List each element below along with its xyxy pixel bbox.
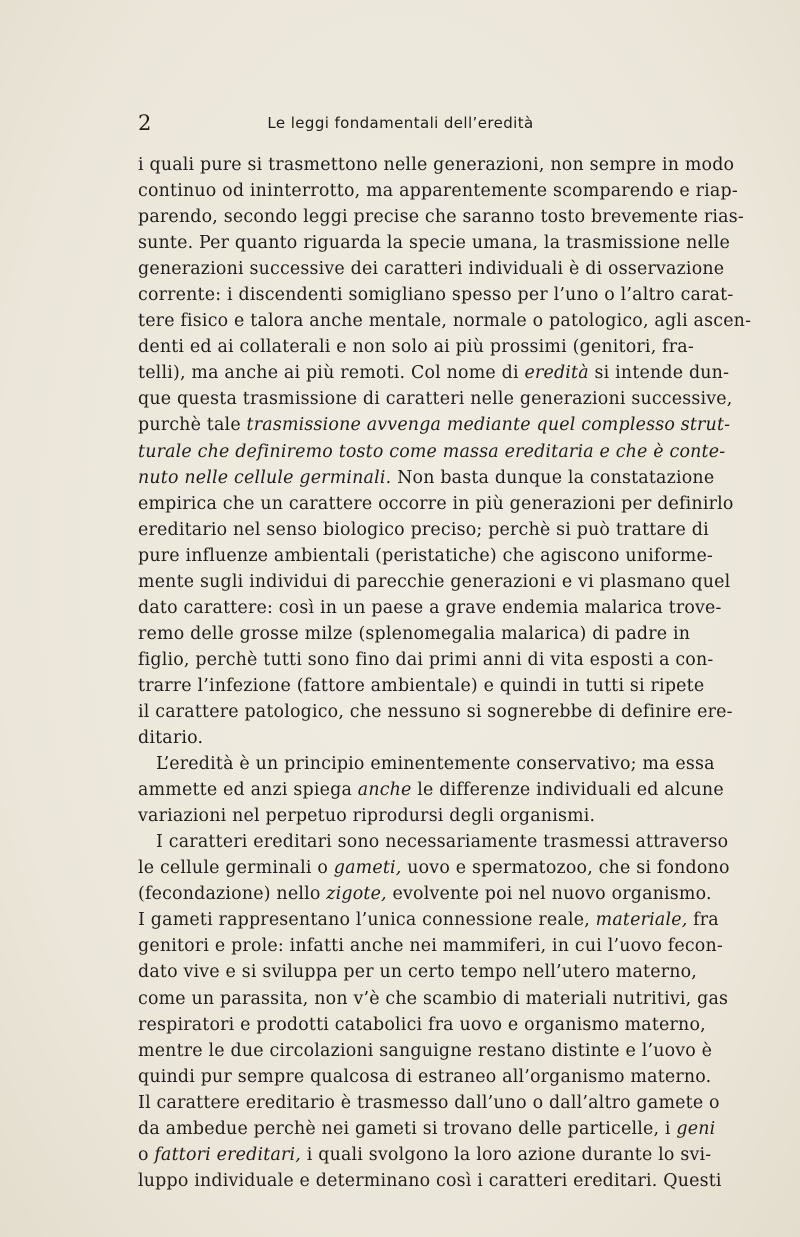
text-run: i quali svolgono la loro azione durante lo svi-: [301, 1144, 712, 1165]
text-run: I gameti rappresentano l’unica connessione reale,: [138, 910, 596, 931]
paragraph: [138, 829, 730, 1194]
text-run: I caratteri ereditari sono necessariamente trasmessi attraverso: [156, 832, 729, 853]
running-title: Le leggi fondamentali dell’eredità: [267, 114, 534, 132]
text-line: [138, 256, 725, 282]
paragraph: [138, 152, 752, 751]
text-run: mentre le due circolazioni sanguigne restano distinte e l’uovo è: [138, 1040, 713, 1061]
text-run: ditario.: [138, 728, 204, 749]
text-run: luppo individuale e determinano così i caratteri ereditari. Questi: [138, 1170, 722, 1191]
text-run: fra: [687, 910, 719, 931]
text-line: [138, 751, 715, 777]
text-line: [138, 959, 697, 985]
text-run: pure influenze ambientali (peristatiche) che agiscono uniforme-: [138, 545, 714, 566]
text-run: generazioni successive dei caratteri individuali è di osservazione: [138, 259, 725, 280]
italic-text: turale che definiremo tosto come massa ereditaria e che è conte-: [138, 441, 726, 462]
text-run: evolvente poi nel nuovo organismo.: [386, 884, 712, 905]
text-run: o: [138, 1144, 155, 1165]
italic-text: trasmissione avvenga mediante quel complesso strut-: [246, 415, 731, 436]
text-line: [138, 595, 722, 621]
text-line: [138, 465, 715, 491]
text-line: [138, 386, 733, 412]
text-run: uovo e spermatozoo, che si fondono: [401, 858, 730, 879]
italic-text: zigote,: [326, 884, 387, 905]
text-line: [138, 881, 712, 907]
text-line: [138, 439, 726, 465]
text-line: [138, 543, 714, 569]
text-run: Non basta dunque la constatazione: [391, 467, 715, 488]
text-line: [138, 699, 733, 725]
text-run: respiratori e prodotti catabolici fra uovo e organismo materno,: [138, 1014, 706, 1035]
text-run: ereditario nel senso biologico preciso; perchè si può trattare di: [138, 519, 709, 540]
text-line: [138, 334, 694, 360]
text-line: [138, 673, 705, 699]
text-line: [138, 1064, 712, 1090]
text-run: telli), ma anche ai più remoti. Col nome di: [138, 363, 525, 384]
italic-text: anche: [357, 780, 412, 801]
text-line: [138, 933, 723, 959]
text-run: (fecondazione) nello: [138, 884, 327, 905]
text-run: le differenze individuali ed alcune: [411, 780, 724, 801]
text-line: [138, 152, 735, 178]
text-line: [138, 308, 752, 334]
text-run: come un parassita, non v’è che scambio di materiali nutritivi, gas: [138, 988, 729, 1009]
text-line: [138, 204, 744, 230]
text-line: [138, 725, 663, 751]
text-line: [138, 907, 719, 933]
text-run: denti ed ai collaterali e non solo ai più prossimi (genitori, fra-: [138, 337, 694, 358]
text-run: purchè tale: [138, 415, 247, 436]
text-run: remo delle grosse milze (splenomegalia malarica) di padre in: [138, 623, 691, 644]
text-run: ammette ed anzi spiega: [138, 780, 358, 801]
italic-text: gameti,: [333, 858, 402, 879]
italic-text: eredità: [524, 363, 589, 384]
text-run: mente sugli individui di parecchie generazioni e vi plasmano quel: [138, 571, 731, 592]
page-header: [138, 108, 663, 138]
paragraph: [138, 751, 724, 829]
text-run: sunte. Per quanto riguarda la specie umana, la trasmissione nelle: [138, 233, 731, 254]
text-line: [138, 1090, 720, 1116]
text-run: quindi pur sempre qualcosa di estraneo all’organismo materno.: [138, 1066, 712, 1087]
text-run: tere fisico e talora anche mentale, normale o patologico, agli ascen-: [138, 311, 752, 332]
text-line: [138, 1116, 716, 1142]
italic-text: nuto nelle cellule germinali.: [138, 467, 392, 488]
text-line: [138, 412, 731, 438]
text-line: [138, 621, 691, 647]
text-run: dato carattere: così in un paese a grave endemia malarica trove-: [138, 597, 722, 618]
text-line: [138, 230, 731, 256]
text-run: figlio, perchè tutti sono fino dai primi anni di vita esposti a con-: [138, 649, 714, 670]
text-line: [138, 1038, 713, 1064]
text-line: [138, 1012, 706, 1038]
text-run: i quali pure si trasmettono nelle generazioni, non sempre in modo: [138, 155, 735, 175]
text-run: il carattere patologico, che nessuno si sognerebbe di definire ere-: [138, 701, 733, 722]
text-run: le cellule germinali o: [138, 858, 334, 879]
text-run: da ambedue perchè nei gameti si trovano delle particelle, i: [138, 1118, 677, 1139]
text-run: Il carattere ereditario è trasmesso dall’uno o dall’altro gamete o: [138, 1092, 720, 1113]
text-line: [138, 986, 729, 1012]
page-number: 2: [138, 111, 152, 135]
text-line: [138, 829, 729, 855]
text-run: genitori e prole: infatti anche nei mammiferi, in cui l’uovo fecon-: [138, 936, 723, 957]
text-run: empirica che un carattere occorre in più generazioni per definirlo: [138, 493, 734, 514]
text-line: [138, 1168, 722, 1194]
text-line: [138, 178, 738, 204]
text-line: [138, 777, 724, 803]
text-run: que questa trasmissione di caratteri nelle generazioni successive,: [138, 389, 733, 410]
text-run: trarre l’infezione (fattore ambientale) e quindi in tutti si ripete: [138, 675, 705, 696]
text-line: [138, 517, 709, 543]
text-run: L’eredità è un principio eminentemente conservativo; ma essa: [156, 754, 715, 775]
text-line: [138, 803, 663, 829]
text-line: [138, 360, 730, 386]
text-run: parendo, secondo leggi precise che saranno tosto brevemente rias-: [138, 207, 744, 228]
text-run: si intende dun-: [588, 363, 730, 384]
text-line: [138, 569, 731, 595]
text-run: variazioni nel perpetuo riprodursi degli organismi.: [138, 806, 596, 827]
italic-text: geni: [676, 1118, 716, 1139]
text-line: [138, 1142, 712, 1168]
italic-text: materiale,: [595, 910, 688, 931]
body-text: [138, 152, 752, 1194]
text-run: continuo od ininterrotto, ma apparentemente scomparendo e riap-: [138, 181, 738, 202]
text-line: [138, 855, 730, 881]
text-line: [138, 647, 714, 673]
text-run: dato vive e si sviluppa per un certo tempo nell’utero materno,: [138, 962, 697, 983]
text-run: corrente: i discendenti somigliano spesso per l’uno o l’altro carat-: [138, 285, 734, 306]
text-line: [138, 491, 734, 517]
italic-text: fattori ereditari,: [154, 1144, 302, 1165]
text-line: [138, 282, 734, 308]
